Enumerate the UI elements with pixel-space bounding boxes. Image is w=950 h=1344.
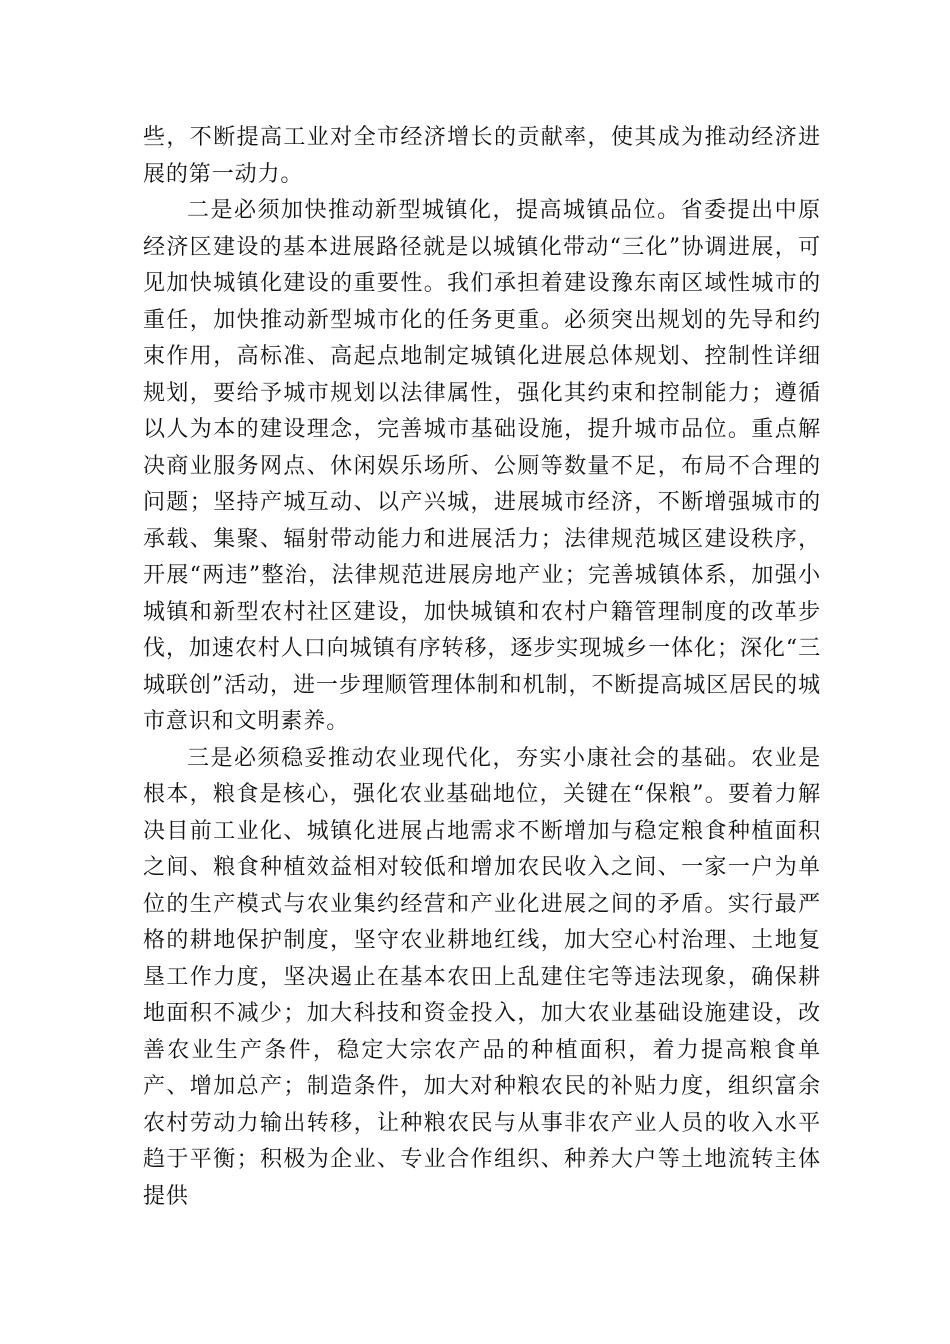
- paragraph-urbanization: 二是必须加快推动新型城镇化，提高城镇品位。省委提出中原经济区建设的基本进展路径就是以城镇化带动“三化”协调进展，可见加快城镇化建设的重要性。我们承担着建设豫东南区域性城市的重任，加快推动新型城市化的任务更重。必须突出规划的先导和约束作用，高标准、高起点地制定城镇化进展总体规划、控制性详细规划，要给予城市规划以法律属性，强化其约束和控制能力；遵循以人为本的建设理念，完善城市基础设施，提升城市品位。重点解决商业服务网点、休闲娱乐场所、公厕等数量不足，布局不合理的问题；坚持产城互动、以产兴城，进展城市经济，不断增强城市的承载、集聚、辐射带动能力和进展活力；法律规范城区建设秩序，开展“两违”整治，法律规范进展房地产业；完善城镇体系，加强小城镇和新型农村社区建设，加快城镇和农村户籍管理制度的改革步伐，加速农村人口向城镇有序转移，逐步实现城乡一体化；深化“三城联创”活动，进一步理顺管理体制和机制，不断提高城区居民的城市意识和文明素养。: [143, 198, 821, 734]
- paragraph-agriculture: 三是必须稳妥推动农业现代化，夯实小康社会的基础。农业是根本，粮食是核心，强化农业基础地位，关键在“保粮”。要着力解决目前工业化、城镇化进展占地需求不断增加与稳定粮食种植面积之间、粮食种植效益相对较低和增加农民收入之间、一家一户为单位的生产模式与农业集约经营和产业化进展之间的矛盾。实行最严格的耕地保护制度，坚守农业耕地红线，加大空心村治理、土地复垦工作力度，坚决遏止在基本农田上乱建住宅等违法现象，确保耕地面积不减少；加大科技和资金投入，加大农业基础设施建设，改善农业生产条件，稳定大宗农产品的种植面积，着力提高粮食单产、增加总产；制造条件，加大对种粮农民的补贴力度，组织富余农村劳动力输出转移，让种粮农民与从事非农产业人员的收入水平趋于平衡；积极为企业、专业合作组织、种养大户等土地流转主体提供: [143, 745, 821, 1209]
- paragraph-continuation: 些，不断提高工业对全市经济增长的贡献率，使其成为推动经济进展的第一动力。: [143, 125, 821, 187]
- document-page: [143, 120, 821, 1215]
